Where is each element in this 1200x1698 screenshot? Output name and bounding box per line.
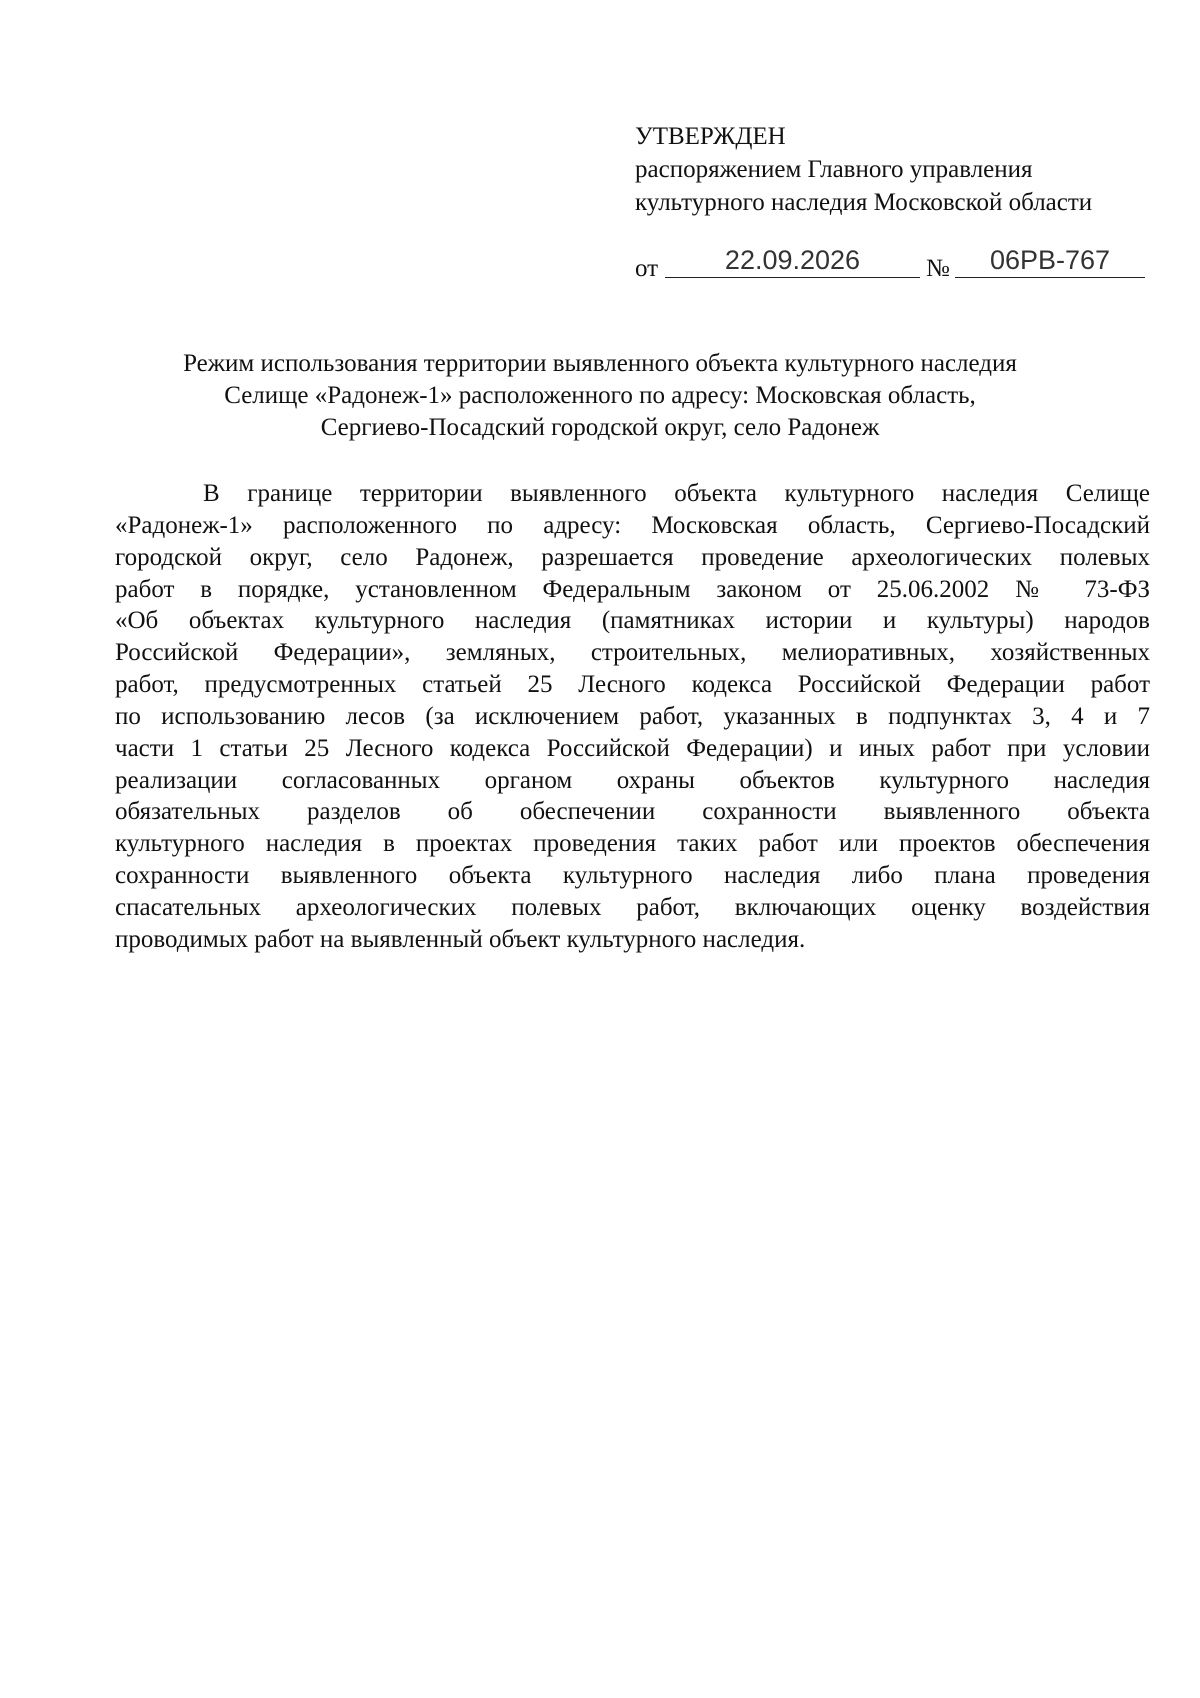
approval-title: УТВЕРЖДЕН <box>635 123 786 150</box>
body-line: работ в порядке, установленном Федеральным законом от 25.06.2002 № 73-ФЗ <box>115 575 1150 603</box>
body-line: «Радонеж-1» расположенного по адресу: Московская область, Сергиево-Посадский <box>115 511 1150 539</box>
body-line: «Об объектах культурного наследия (памятниках истории и культуры) народов <box>115 607 1150 635</box>
approval-date: 22.09.2026 <box>665 245 920 278</box>
document-title <box>100 348 1100 444</box>
approval-line-2: культурного наследия Московской области <box>635 189 1093 216</box>
body-line: по использованию лесов (за исключением работ, указанных в подпунктах 3, 4 и 7 <box>115 702 1150 730</box>
body-line: проводимых работ на выявленный объект культурного наследия. <box>115 925 806 953</box>
body-line: сохранности выявленного объекта культурного наследия либо плана проведения <box>115 862 1150 890</box>
body-line: культурного наследия в проектах проведения таких работ или проектов обеспечения <box>115 830 1150 858</box>
body-line: городской округ, село Радонеж, разрешается проведение археологических полевых <box>115 543 1150 571</box>
body-line: спасательных археологических полевых работ, включающих оценку воздействия <box>115 893 1150 921</box>
approval-line-1: распоряжением Главного управления <box>635 156 1033 183</box>
title-line: Сергиево-Посадский городской округ, село Радонеж <box>320 414 880 441</box>
date-prefix: от <box>635 255 659 282</box>
approval-number: 06РВ-767 <box>955 245 1145 278</box>
number-prefix: № <box>926 255 950 282</box>
body-line: В границе территории выявленного объекта культурного наследия Селище <box>203 480 1150 507</box>
body-line: работ, предусмотренных статьей 25 Лесного кодекса Российской Федерации работ <box>115 671 1150 699</box>
title-line: Режим использования территории выявленного объекта культурного наследия <box>183 350 1017 377</box>
body-line: Российской Федерации», земляных, строительных, мелиоративных, хозяйственных <box>115 639 1150 667</box>
body-line: реализации согласованных органом охраны объектов культурного наследия <box>115 766 1150 794</box>
body-line: обязательных разделов об обеспечении сохранности выявленного объекта <box>115 798 1150 826</box>
body-line: части 1 статьи 25 Лесного кодекса Российской Федерации) и иных работ при условии <box>115 734 1150 762</box>
approval-block <box>635 120 1155 219</box>
body-paragraph <box>115 478 1150 956</box>
approval-date-number <box>635 245 1145 285</box>
title-line: Селище «Радонеж-1» расположенного по адресу: Московская область, <box>224 382 976 409</box>
